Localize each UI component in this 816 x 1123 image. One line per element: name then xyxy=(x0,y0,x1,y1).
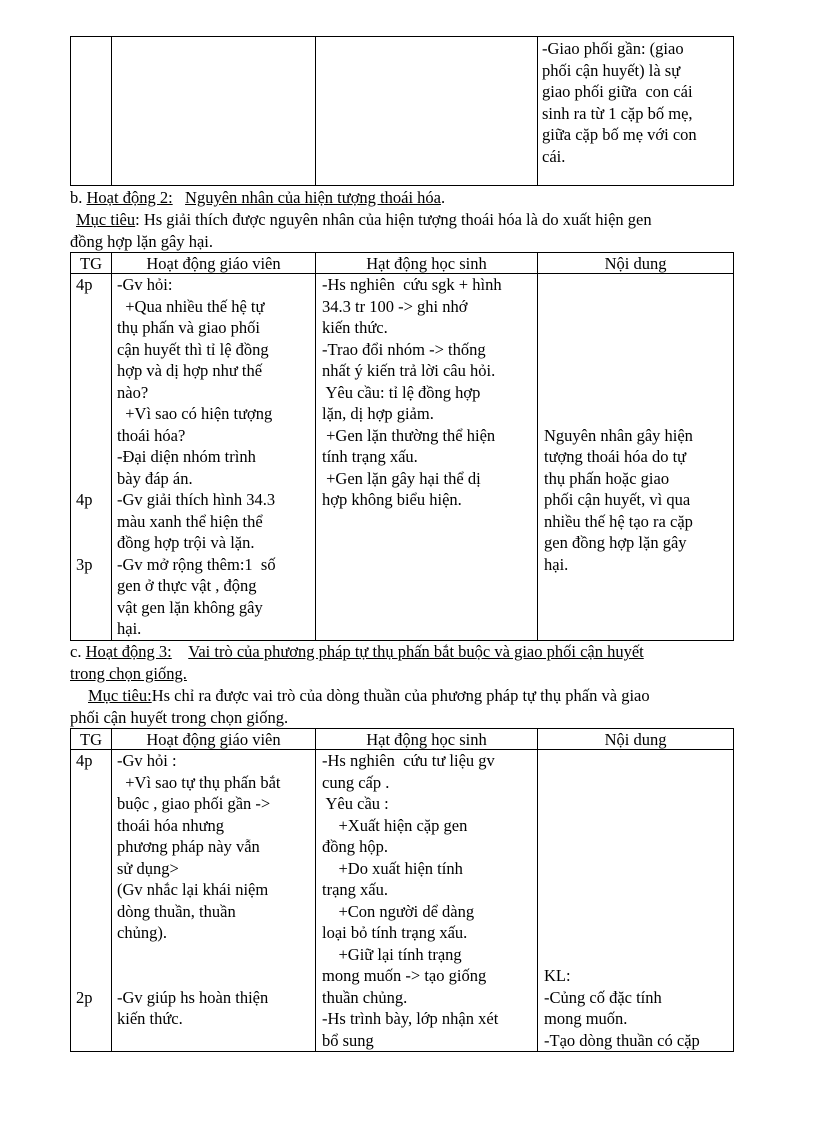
t2-teacher-cell xyxy=(112,274,316,641)
t3-tg-line: 2p xyxy=(76,987,93,1007)
t3-teacher-line: phương pháp này vẫn xyxy=(117,837,260,856)
t3-student-line: trạng xấu. xyxy=(322,880,388,899)
t2-content-line xyxy=(544,317,729,339)
t2-teacher-line: gen ở thực vật , động xyxy=(117,576,257,595)
t2-teacher-line: thoái hóa? xyxy=(117,425,186,445)
t3-student-line: -Hs nghiên cứu tư liệu gv xyxy=(322,751,495,770)
t2-teacher-line: bày đáp án. xyxy=(117,468,193,488)
t3-content-line xyxy=(544,879,729,901)
activity-3-label: Hoạt động 3: xyxy=(85,642,172,661)
t3-student-line: +Giữ lại tính trạng xyxy=(322,944,462,964)
t3-content-line xyxy=(544,944,729,966)
t3-tg-line xyxy=(76,772,107,794)
t3-teacher-line: chủng). xyxy=(117,923,167,942)
t3-teacher-line: -Gv hỏi : xyxy=(117,751,177,770)
t3-teacher-line xyxy=(117,965,311,987)
t2-tg-line xyxy=(76,532,107,554)
t3-content-line: KL: xyxy=(544,966,571,985)
header-content: Nội dung xyxy=(538,253,734,274)
t1-content-line: -Giao phối gần: (giao xyxy=(542,39,684,58)
t2-student-line: nhất ý kiến trả lời câu hỏi. xyxy=(322,361,496,380)
t2-student-cell xyxy=(316,274,538,641)
t2-teacher-line: thụ phấn và giao phối xyxy=(117,318,260,337)
t3-teacher-line: dòng thuần, thuần xyxy=(117,901,236,921)
t3-tg-cell xyxy=(71,750,112,1052)
t2-tg-line xyxy=(76,382,107,404)
t2-teacher-line: hợp và dị hợp như thế xyxy=(117,361,263,380)
activity-2-goal-label: Mục tiêu xyxy=(76,210,136,229)
t3-content-line: -Tạo dòng thuần có cặp xyxy=(544,1030,700,1050)
activity-2-title-end: . xyxy=(440,188,446,207)
t3-content-cell xyxy=(538,750,734,1052)
t2-teacher-line: vật gen lặn không gây xyxy=(117,597,263,617)
activity-3-goal-line1: Hs chỉ ra được vai trò của dòng thuần của phương pháp tự thụ phấn và giao xyxy=(151,686,650,705)
t2-tg-line xyxy=(76,296,107,318)
t3-tg-line xyxy=(76,858,107,880)
t3-content-line xyxy=(544,815,729,837)
t2-teacher-line: -Gv giải thích hình 34.3 xyxy=(117,490,276,509)
t3-content-line: mong muốn. xyxy=(544,1009,628,1028)
t1-content-cell xyxy=(538,37,734,186)
t3-teacher-line: (Gv nhắc lại khái niệm xyxy=(117,880,269,899)
t2-tg-line: 4p xyxy=(76,490,93,509)
t2-tg-cell xyxy=(71,274,112,641)
t1-content-line: giữa cặp bố mẹ với con xyxy=(542,125,697,144)
t1-content-line: giao phối giữa con cái xyxy=(542,82,693,101)
t2-content-line xyxy=(544,296,729,318)
t1-content-line: sinh ra từ 1 cặp bố mẹ, xyxy=(542,103,693,123)
t2-tg-line xyxy=(76,403,107,425)
t2-student-line: kiến thức. xyxy=(322,318,388,337)
t3-student-line: Yêu cầu : xyxy=(322,794,389,813)
t2-tg-line xyxy=(76,468,107,490)
t3-tg-line: 4p xyxy=(76,751,93,770)
header-teacher: Hoạt động giáo viên xyxy=(112,253,316,274)
t3-student-line: +Con người dể dàng xyxy=(322,901,475,921)
activity-2-goal xyxy=(76,209,766,231)
t2-content-line xyxy=(544,360,729,382)
t3-teacher-line xyxy=(117,944,311,966)
t3-student-line: bổ sung xyxy=(322,1030,374,1050)
t3-tg-line xyxy=(76,836,107,858)
t2-student-line: 34.3 tr 100 -> ghi nhớ xyxy=(322,296,468,316)
activity-2-goal-line2: đồng hợp lặn gây hại. xyxy=(70,232,213,251)
activity-2-prefix: b. xyxy=(70,188,87,207)
header-student: Hạt động học sinh xyxy=(316,253,538,274)
t1-student-cell xyxy=(316,37,538,186)
t2-content-line: thụ phấn hoặc giao xyxy=(544,468,670,488)
t3-content-line xyxy=(544,750,729,772)
t3-student-cell xyxy=(316,750,538,1052)
t2-teacher-line: nào? xyxy=(117,382,149,402)
activity-3-heading-cont xyxy=(70,663,760,685)
t2-student-line: +Gen lặn thường thể hiện xyxy=(322,425,496,445)
activity-3-heading xyxy=(70,641,760,663)
t2-tg-line xyxy=(76,317,107,339)
t3-content-line xyxy=(544,772,729,794)
t3-tg-line xyxy=(76,879,107,901)
t2-tg-line xyxy=(76,360,107,382)
t1-content-line: cái. xyxy=(542,146,566,166)
t3-tg-line xyxy=(76,901,107,923)
activity-3-goal-line2: phối cận huyết trong chọn giống. xyxy=(70,708,289,727)
t2-teacher-line: +Vì sao có hiện tượng xyxy=(117,404,273,423)
t2-content-line: gen đồng hợp lặn gây xyxy=(544,533,687,552)
t2-teacher-line: đồng hợp trội và lặn. xyxy=(117,533,255,552)
table-3 xyxy=(70,728,734,1052)
header-student: Hạt động học sinh xyxy=(316,729,538,750)
t2-content-cell xyxy=(538,274,734,641)
t3-teacher-line: buộc , giao phối gần -> xyxy=(117,794,271,813)
t3-student-line: cung cấp . xyxy=(322,772,390,792)
t2-content-line xyxy=(544,339,729,361)
t2-student-line: Yêu cầu: tỉ lệ đồng hợp xyxy=(322,382,481,402)
t2-content-line: hại. xyxy=(544,554,569,574)
t3-content-line: -Củng cố đặc tính xyxy=(544,987,662,1007)
t3-teacher-cell xyxy=(112,750,316,1052)
t2-content-line xyxy=(544,274,729,296)
t3-content-line xyxy=(544,922,729,944)
t3-student-line: +Xuất hiện cặp gen xyxy=(322,815,468,835)
t2-student-line: -Trao đổi nhóm -> thống xyxy=(322,339,486,359)
t2-content-line: Nguyên nhân gây hiện xyxy=(544,425,693,445)
t2-content-line xyxy=(544,403,729,425)
t2-content-line: nhiều thế hệ tạo ra cặp xyxy=(544,511,693,531)
activity-2-title: Nguyên nhân của hiện tượng thoái hóa xyxy=(185,188,441,207)
t2-student-line: -Hs nghiên cứu sgk + hình xyxy=(322,275,502,294)
t1-content-line: phối cận huyết) là sự xyxy=(542,60,681,80)
activity-3-title-line2: trong chọn giống. xyxy=(70,664,187,683)
t2-student-line: tính trạng xấu. xyxy=(322,447,418,466)
t3-student-line: mong muốn -> tạo giống xyxy=(322,966,487,985)
activity-3-goal xyxy=(88,685,778,707)
t2-teacher-line: hại. xyxy=(117,619,142,638)
t2-content-line: phối cận huyết, vì qua xyxy=(544,490,691,509)
t2-tg-line: 3p xyxy=(76,554,93,574)
activity-3-prefix: c. xyxy=(70,642,86,661)
t2-teacher-line: -Đại diện nhóm trình xyxy=(117,447,256,466)
header-tg: TG xyxy=(71,729,112,750)
t2-tg-line xyxy=(76,339,107,361)
activity-2-goal-line1: : Hs giải thích được nguyên nhân của hiện tượng thoái hóa là do xuất hiện gen xyxy=(135,210,652,229)
t2-teacher-line: +Qua nhiều thế hệ tự xyxy=(117,296,265,316)
table-2 xyxy=(70,252,734,641)
t2-student-line: hợp không biểu hiện. xyxy=(322,490,462,509)
t3-tg-line xyxy=(76,944,107,966)
t3-content-line xyxy=(544,901,729,923)
t2-tg-line xyxy=(76,511,107,533)
t2-student-line: lặn, dị hợp giảm. xyxy=(322,404,434,423)
t3-student-line: +Do xuất hiện tính xyxy=(322,858,463,878)
t3-student-line: đồng hộp. xyxy=(322,837,388,856)
t3-tg-line xyxy=(76,793,107,815)
t3-content-line xyxy=(544,836,729,858)
table-1 xyxy=(70,36,734,186)
t3-student-line: thuần chủng. xyxy=(322,987,408,1007)
t3-tg-line xyxy=(76,922,107,944)
t3-content-line xyxy=(544,793,729,815)
header-tg: TG xyxy=(71,253,112,274)
t3-student-line: -Hs trình bày, lớp nhận xét xyxy=(322,1009,499,1028)
t2-teacher-line: màu xanh thể hiện thể xyxy=(117,511,263,531)
t3-teacher-line: +Vì sao tự thụ phấn bắt xyxy=(117,772,281,792)
t3-tg-line xyxy=(76,815,107,837)
activity-3-goal-cont xyxy=(70,707,760,729)
t3-teacher-line: thoái hóa nhưng xyxy=(117,815,225,835)
t2-content-line xyxy=(544,382,729,404)
activity-3-title-line1: Vai trò của phương pháp tự thụ phấn bắt buộc và giao phối cận huyết xyxy=(188,642,644,661)
activity-3-goal-label: Mục tiêu: xyxy=(88,686,152,705)
t3-tg-line xyxy=(76,965,107,987)
t3-content-line xyxy=(544,858,729,880)
t2-teacher-line: -Gv hỏi: xyxy=(117,275,173,294)
t2-student-line: +Gen lặn gây hại thể dị xyxy=(322,468,481,488)
t3-student-line: loại bỏ tính trạng xấu. xyxy=(322,923,468,942)
activity-2-goal-cont xyxy=(70,231,760,253)
t3-teacher-line: -Gv giúp hs hoàn thiện xyxy=(117,987,269,1007)
header-content: Nội dung xyxy=(538,729,734,750)
t2-tg-line: 4p xyxy=(76,275,93,294)
t1-teacher-cell xyxy=(112,37,316,186)
t3-teacher-line: kiến thức. xyxy=(117,1009,183,1028)
t2-tg-line xyxy=(76,425,107,447)
t2-teacher-line: cận huyết thì tỉ lệ đồng xyxy=(117,339,269,359)
activity-2-heading xyxy=(70,187,760,209)
t2-teacher-line: -Gv mở rộng thêm:1 số xyxy=(117,554,276,574)
t1-tg-cell xyxy=(71,37,112,186)
activity-2-label: Hoạt động 2: xyxy=(86,188,173,207)
header-teacher: Hoạt động giáo viên xyxy=(112,729,316,750)
t3-teacher-line: sử dụng> xyxy=(117,858,179,878)
t2-tg-line xyxy=(76,446,107,468)
t2-content-line: tượng thoái hóa do tự xyxy=(544,447,687,466)
